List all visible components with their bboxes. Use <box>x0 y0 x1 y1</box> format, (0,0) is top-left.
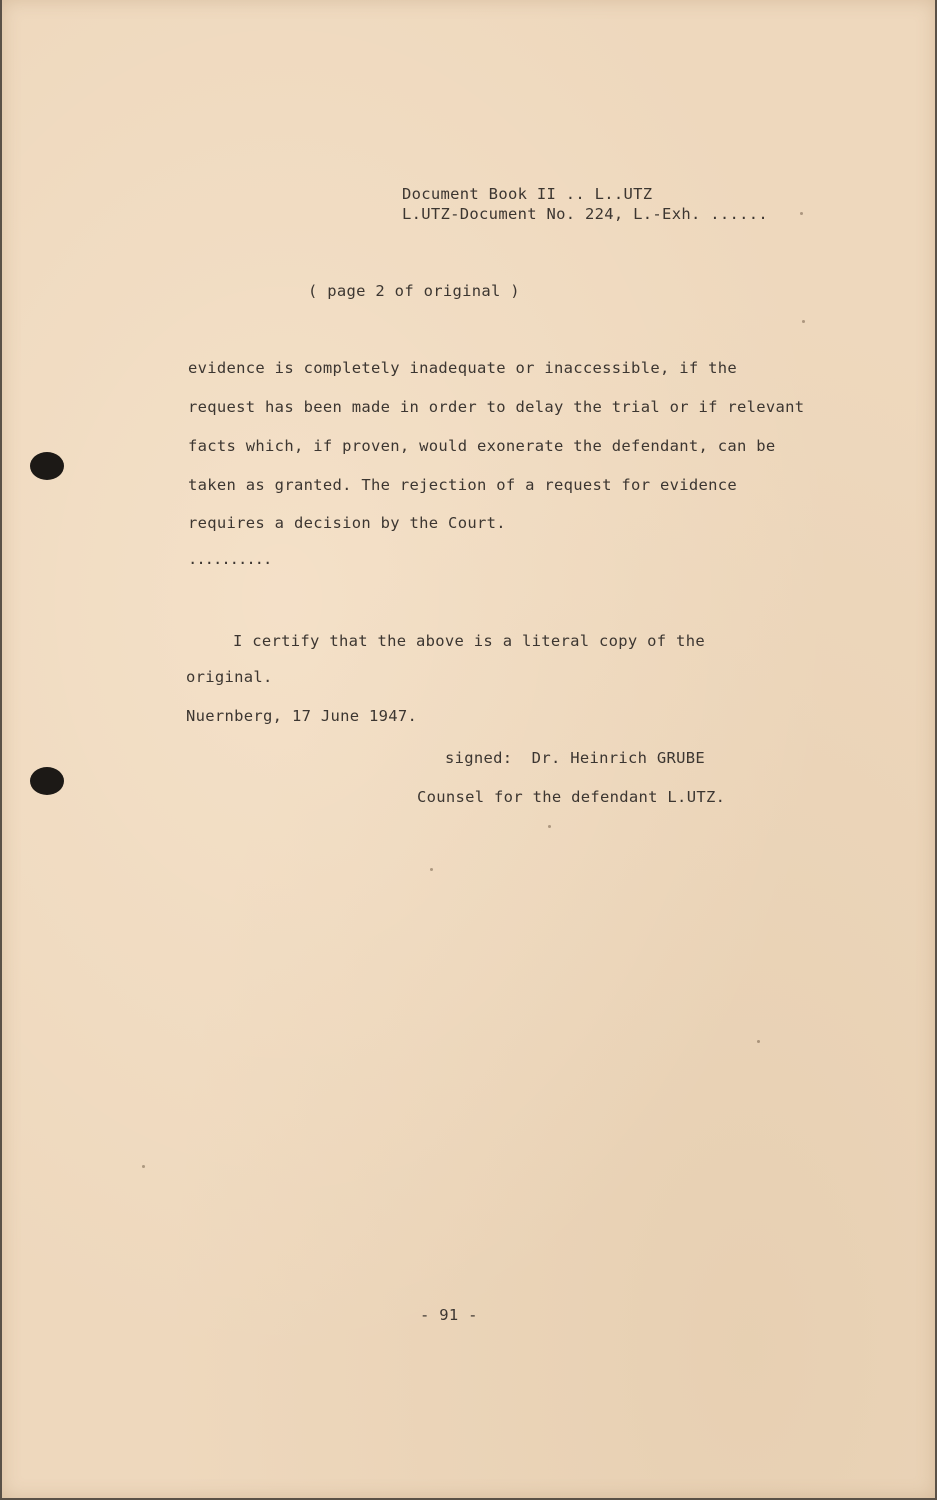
document-number-header: L.UTZ-Document No. 224, L.-Exh. ...... <box>402 205 769 223</box>
page-of-original-note: ( page 2 of original ) <box>308 282 520 300</box>
punch-hole-top <box>30 452 64 480</box>
body-line: evidence is completely inadequate or inaccessible, if the <box>188 359 738 377</box>
certification-line: original. <box>186 668 273 686</box>
body-line: facts which, if proven, would exonerate the defendant, can be <box>188 437 776 455</box>
signature-line: signed: Dr. Heinrich GRUBE <box>445 749 706 767</box>
document-book-header: Document Book II .. L..UTZ <box>402 185 653 203</box>
body-line: taken as granted. The rejection of a request for evidence <box>188 476 738 494</box>
body-line: requires a decision by the Court. <box>188 514 506 532</box>
document-page <box>2 0 935 1498</box>
counsel-role: Counsel for the defendant L.UTZ. <box>417 788 726 806</box>
certification-line: I certify that the above is a literal copy of the <box>233 632 705 650</box>
body-line: request has been made in order to delay the trial or if relevant <box>188 398 805 416</box>
page-number: - 91 - <box>420 1306 478 1324</box>
place-and-date: Nuernberg, 17 June 1947. <box>186 707 418 725</box>
omission-dots: .......... <box>188 550 272 568</box>
punch-hole-bottom <box>30 767 64 795</box>
